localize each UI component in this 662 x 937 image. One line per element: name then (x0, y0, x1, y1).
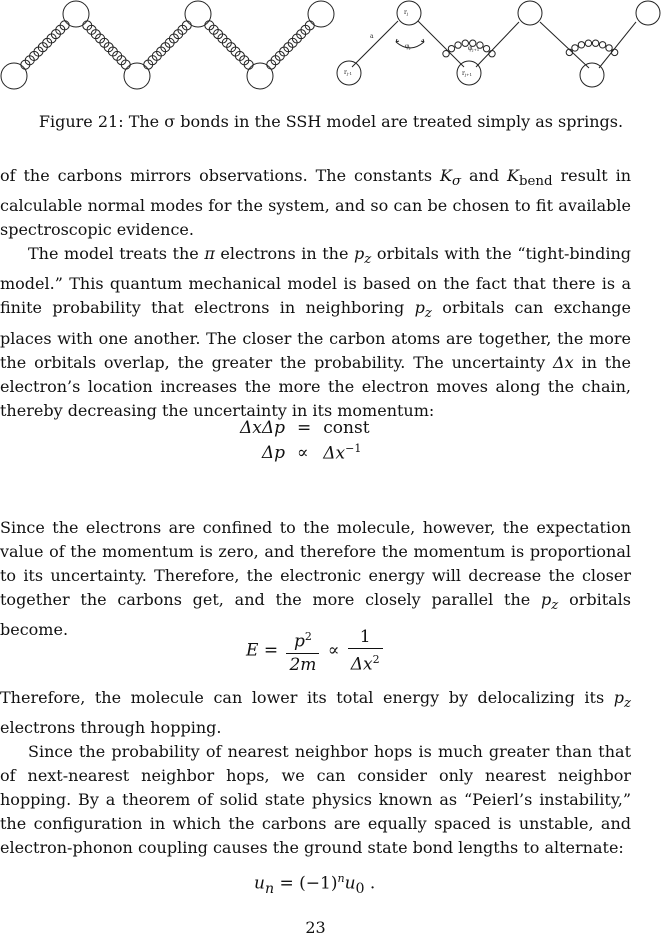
spring-coil (303, 19, 316, 32)
svg-text:rj-1: rj-1 (344, 69, 353, 76)
label-rj: r (404, 9, 407, 16)
bend-loop (578, 42, 584, 48)
carbon-atom (1, 63, 27, 89)
carbon-atom (185, 1, 211, 27)
page-number: 23 (305, 918, 326, 937)
ssh-spring-figure (0, 0, 662, 92)
svg-text:rj+1: rj+1 (462, 70, 473, 77)
bend-loop (599, 42, 605, 48)
label-rjp1: r (462, 70, 465, 77)
bend-angle-arrow-left (396, 39, 399, 42)
svg-text:rj: rj (404, 9, 409, 16)
carbon-atom (636, 1, 660, 25)
label-phi-j1: φ (468, 45, 473, 52)
carbon-atom (247, 63, 273, 89)
equation-alternation: $u_n = (-1)^nu_0$ . (254, 872, 376, 898)
bend-loop (606, 45, 612, 51)
carbon-atom (124, 63, 150, 89)
paragraph-3: Since the electrons are confined to the molecule, however, the expectation value of the momentum is zero, and therefore the momentum is proportional to its uncertainty. Therefore, the electronic energy will decrease the closer together the carbons get, and the more closely parallel the $p_z$ orbitals become. (0, 518, 632, 640)
label-rjm1: r (344, 69, 347, 76)
figure-caption: Figure 21: The σ bonds in the SSH model are treated simply as springs. (38, 112, 624, 131)
carbon-atom (63, 1, 89, 27)
carbon-atom (397, 1, 421, 25)
carbon-atom (580, 63, 604, 87)
bend-loop (489, 51, 495, 57)
spring-coil (242, 58, 255, 71)
label-a: a (370, 33, 374, 40)
bend-angle-arrow-right (421, 39, 424, 42)
spring-coil (180, 19, 193, 32)
bend-loop (443, 51, 449, 57)
equation-energy: E = $\frac{p^2}{2m}$ ∝ $\frac{1}{\Delta x^2}$ (246, 626, 386, 676)
svg-text:φj: φj (405, 43, 411, 50)
bend-loop (483, 45, 489, 51)
spring-coil (58, 19, 71, 32)
bend-loop (448, 45, 454, 51)
paragraph-1: of the carbons mirrors observations. The constants $K_\sigma$ and $K_{bend}$ result in calculable normal modes for the system, and so can be chosen to fit available spectroscopic evidence. The model treats the π electrons in the $p_z$ orbitals with the “tight-binding model.” This quantum mechanical model is based on the fact that there is a finite probability that electrons in neighboring $p_z$ orbitals can exchange places with one another. The closer the carbon atoms are together, the more the orbitals overlap, the greater the probability. The uncertainty Δx in the electron’s location increases the more the electron moves along the chain, thereby decreasing the uncertainty in its momentum: (0, 166, 631, 420)
bend-loop (455, 42, 461, 48)
carbon-atom (308, 1, 334, 27)
label-phi-j: φ (405, 43, 410, 50)
paragraph-4: Therefore, the molecule can lower its total energy by delocalizing its $p_z$ electrons through hopping. Since the probability of nearest neighbor hops is much greater than that of next-nearest neighbor hops, we can consider only nearest neighbor hopping. By a theorem of solid state physics known as “Peierl’s instability,” the configuration in which the carbons are equally spaced is unstable, and electron-phonon coupling causes the ground state bond lengths to alternate: (0, 688, 631, 858)
svg-text:φj+1: φj+1 (468, 45, 480, 52)
spring-bonds (19, 19, 316, 71)
spring-coil (119, 58, 132, 71)
bend-loop (592, 40, 598, 46)
bend-loop (611, 49, 617, 55)
bend-loop (572, 45, 578, 51)
bend-loop (585, 40, 591, 46)
equation-uncertainty: ΔxΔp = const Δp ∝ $\Delta x^{-1}$ (240, 418, 370, 464)
carbon-atom (518, 1, 542, 25)
